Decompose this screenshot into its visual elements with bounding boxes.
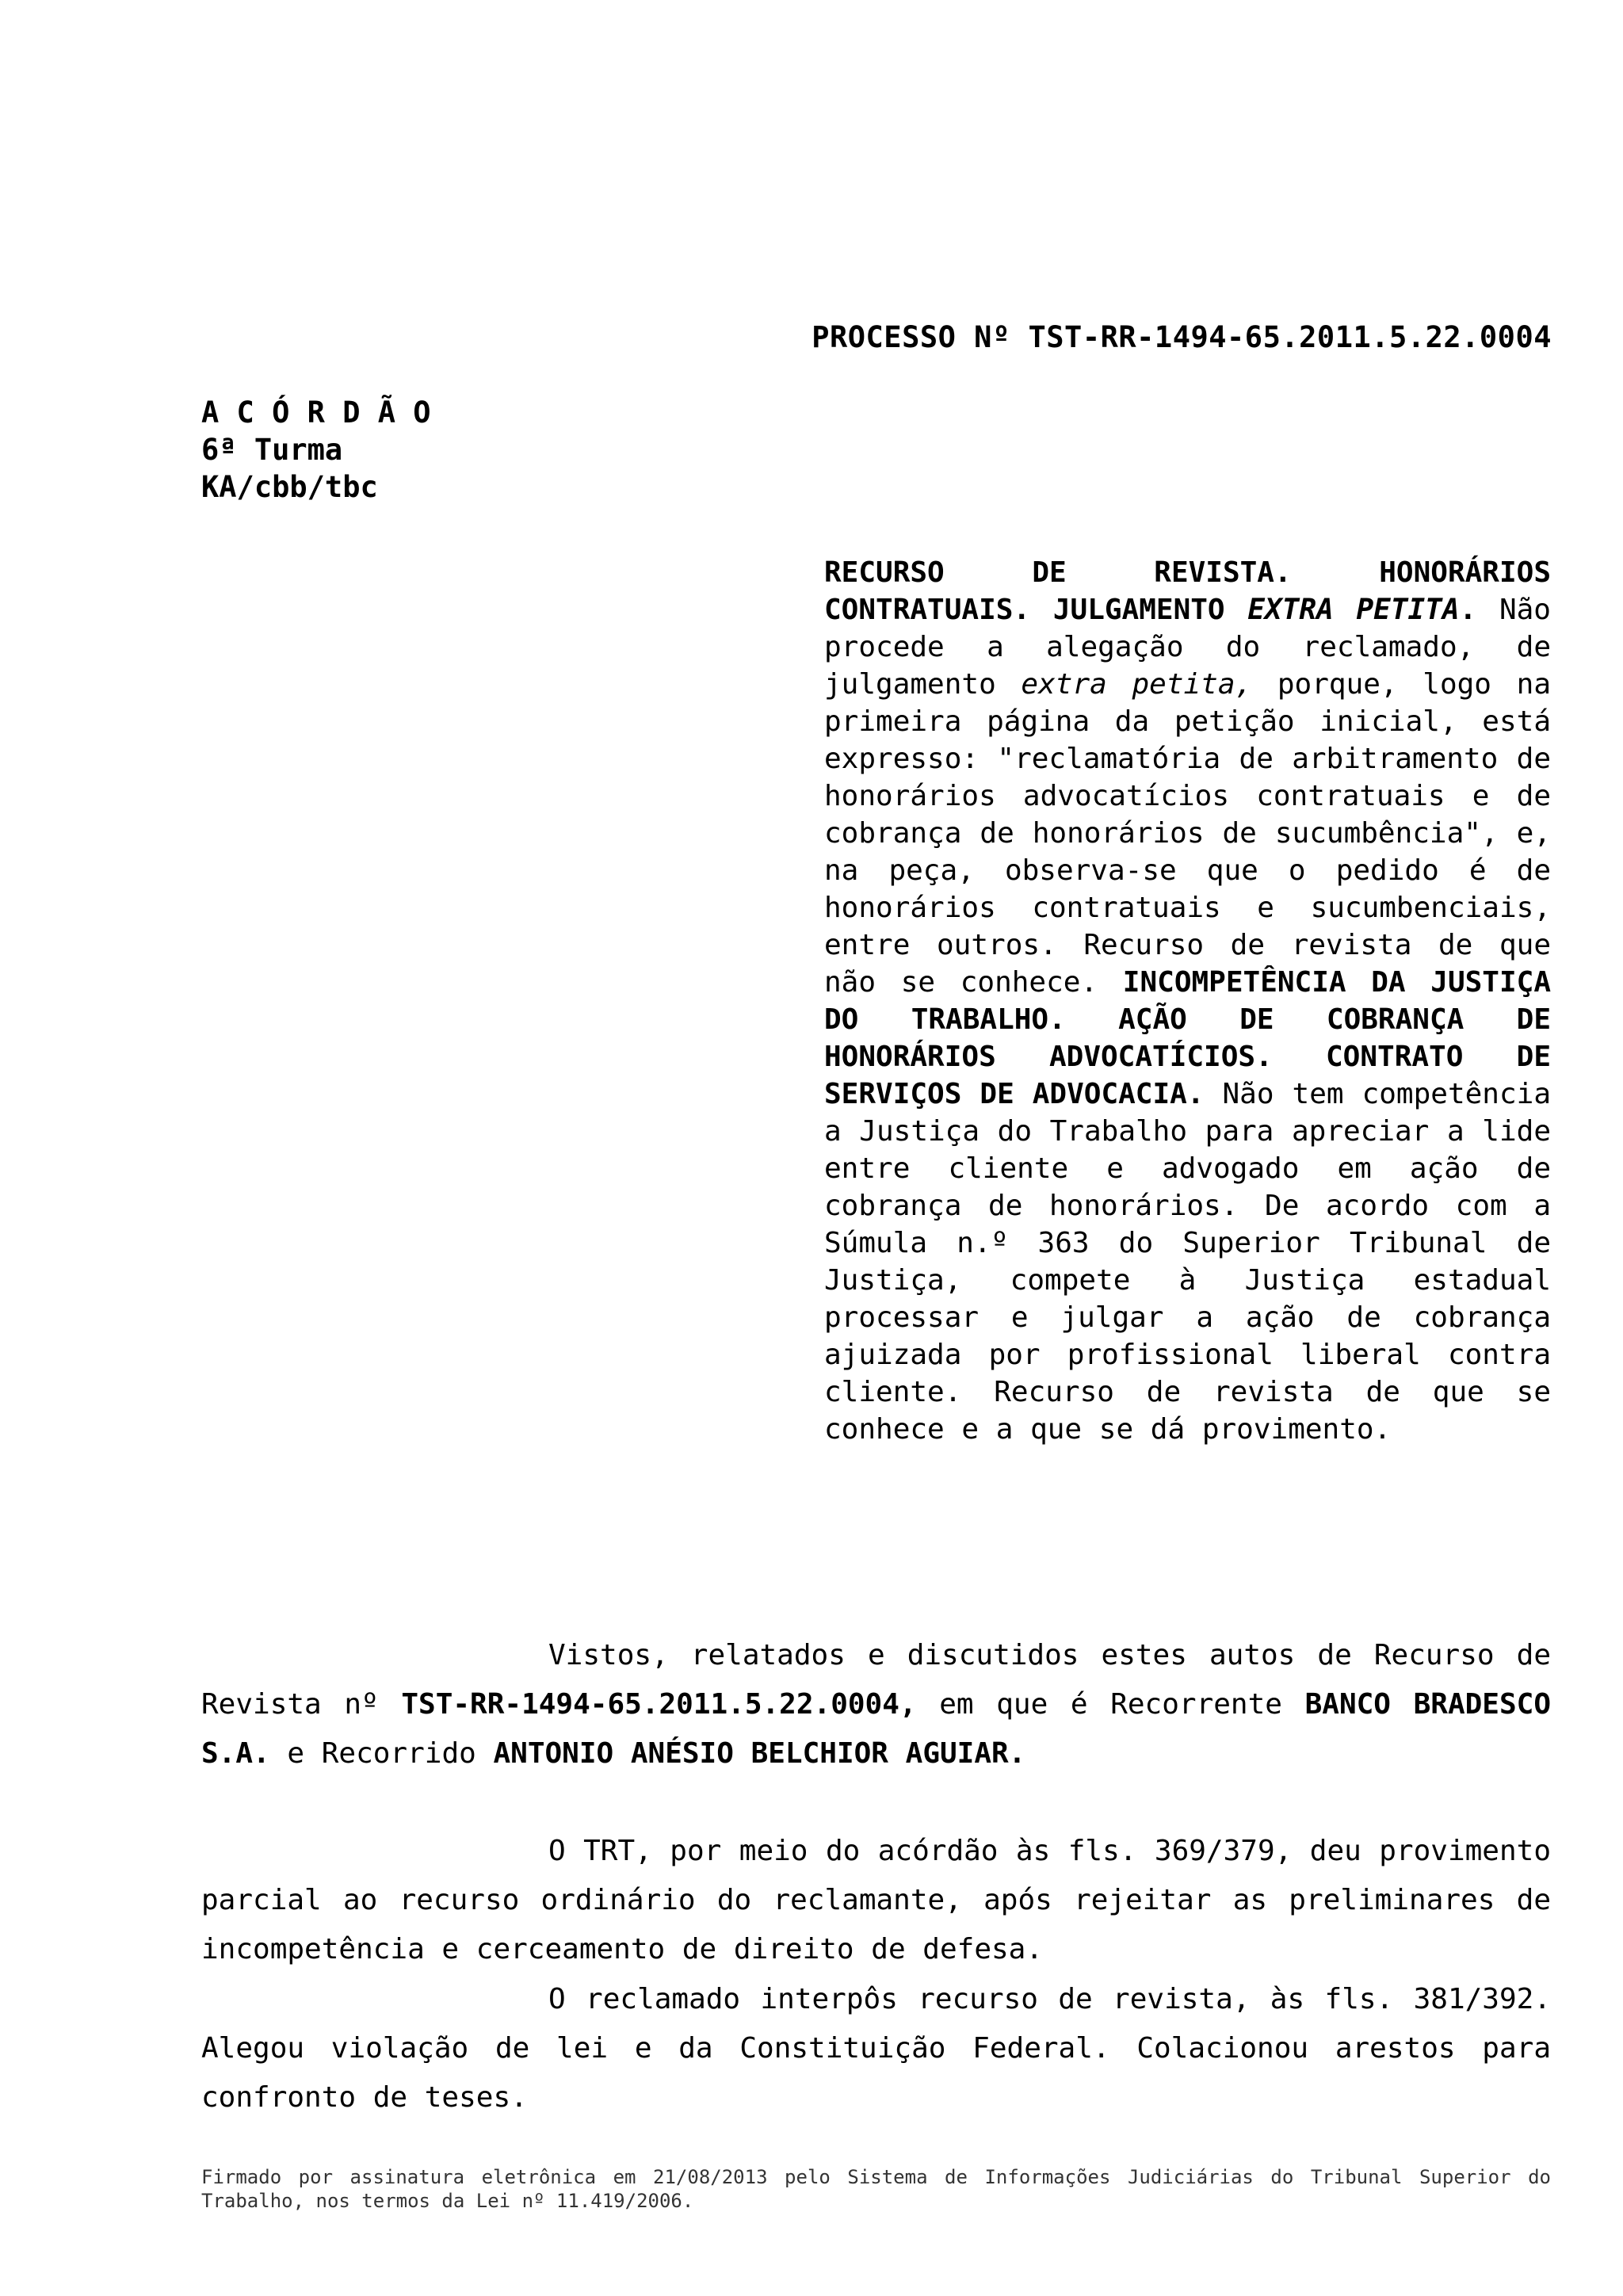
ementa-text-1-italic: extra petita,: [1021, 668, 1253, 701]
paragraph-1-text-a: Vistos, relatados e discutidos estes autos de Recurso de Revista nº: [201, 1639, 1551, 1721]
process-number-inline: TST-RR-1494-65.2011.5.22.0004,: [401, 1688, 917, 1721]
ementa-text-2: Não tem competência a Justiça do Trabalho para apreciar a lide entre cliente e advogado em ação de cobrança de honorários. De acordo com a Súmula n.º 363 do Superior Tribunal de Justiça, compete à Justiça estadual processar e julgar a ação de cobrança ajuizada por profissional liberal contra cliente. Recurso de revista de que se conhece e a que se dá provimento.: [824, 1078, 1551, 1446]
court-panel-label: 6ª Turma: [201, 433, 343, 467]
process-number-header: PROCESSO Nº TST-RR-1494-65.2011.5.22.0004: [812, 320, 1552, 354]
paragraph-2-text: O TRT, por meio do acórdão às fls. 369/379, deu provimento parcial ao recurso ordinário do reclamante, após rejeitar as preliminares de incompetência e cerceamento de direito de defesa.: [201, 1835, 1551, 1966]
paragraph-reclamado: [201, 1975, 1551, 2122]
paragraph-trt: [201, 1827, 1551, 1974]
ementa-heading-1-italic: EXTRA PETITA: [1247, 594, 1460, 626]
appellant-name: BANCO BRADESCO S.A.: [201, 1688, 1551, 1770]
ementa-text-1b: porque, logo na primeira página da petição inicial, está expresso: "reclamatória de arbitramento de honorários advocatícios contratuais e de cobrança de honorários de sucumbência", e, na peça, observa-se que o pedido é de honorários contratuais e sucumbenciais, entre outros. Recurso de revista de que não se conhece.: [824, 668, 1552, 999]
document-type-title: A C Ó R D Ã O: [201, 395, 431, 430]
paragraph-3-text: O reclamado interpôs recurso de revista, às fls. 381/392. Alegou violação de lei e da Constituição Federal. Colacionou arestos para confronto de teses.: [201, 1983, 1551, 2114]
author-initials: KA/cbb/tbc: [201, 470, 378, 504]
electronic-signature-footer: Firmado por assinatura eletrônica em 21/08/2013 pelo Sistema de Informações Judiciárias do Tribunal Superior do Trabalho, nos termos da Lei nº 11.419/2006.: [201, 2166, 1551, 2212]
document-header-block: [201, 394, 431, 506]
ementa-text-1a: Não procede a alegação do reclamado, de julgamento: [824, 594, 1551, 701]
paragraph-1-text-e: e Recorrido: [269, 1737, 494, 1770]
appellee-name: ANTONIO ANÉSIO BELCHIOR AGUIAR.: [493, 1737, 1026, 1770]
paragraph-vistos: [201, 1631, 1551, 1778]
paragraph-1-text-c: em que é Recorrente: [916, 1688, 1305, 1721]
ementa-heading-1: RECURSO DE REVISTA. HONORÁRIOS CONTRATUAIS. JULGAMENTO: [824, 556, 1551, 626]
ementa-heading-1-end: .: [1459, 594, 1477, 626]
ementa-summary: [824, 554, 1551, 1448]
ementa-heading-2: INCOMPETÊNCIA DA JUSTIÇA DO TRABALHO. AÇÃO DE COBRANÇA DE HONORÁRIOS ADVOCATÍCIOS. CONTRATO DE SERVIÇOS DE ADVOCACIA.: [824, 966, 1551, 1110]
